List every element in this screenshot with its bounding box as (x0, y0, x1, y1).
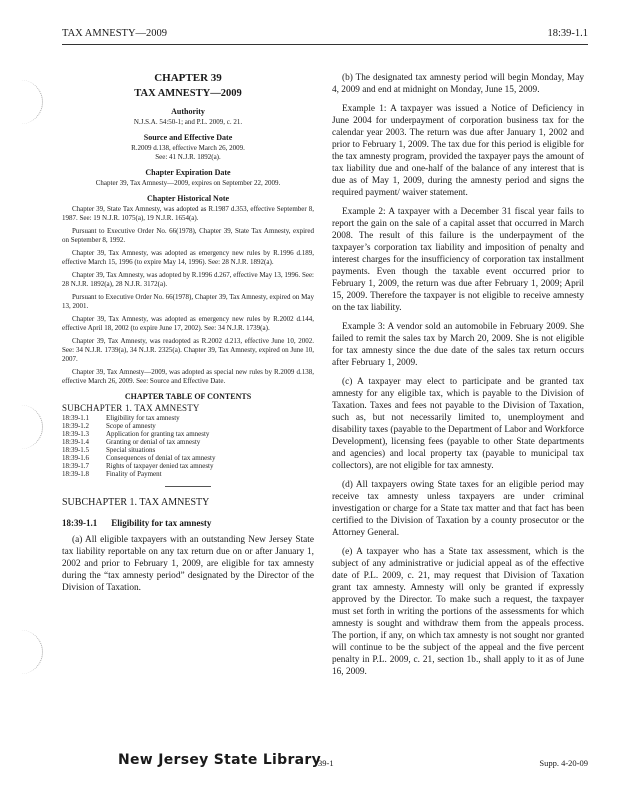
expiration-text: Chapter 39, Tax Amnesty—2009, expires on September 22, 2009. (95, 179, 281, 187)
subchapter-heading: SUBCHAPTER 1. TAX AMNESTY (62, 497, 210, 508)
toc-number: 18:39-1.4 (62, 438, 90, 446)
toc-entry[interactable] (62, 414, 314, 422)
toc-number: 18:39-1.6 (62, 454, 90, 462)
library-stamp: New Jersey State Library (118, 752, 322, 768)
binder-hole-mark (20, 80, 43, 124)
source-heading: Source and Effective Date (143, 133, 233, 142)
source-line: R.2009 d.138, effective March 26, 2009. (131, 144, 245, 152)
historical-note: Chapter 39, Tax Amnesty, was adopted by R.1996 d.267, effective May 13, 1996. See: 28 N.J.R. 1892(a), 28 N.J.R. 3172(a). (62, 271, 314, 288)
expiration-heading: Chapter Expiration Date (145, 168, 231, 177)
header-section-number: 18:39-1.1 (547, 28, 588, 39)
toc-title: Application for granting tax amnesty (106, 430, 210, 438)
section-title: Eligibility for tax amnesty (111, 518, 212, 528)
toc-number: 18:39-1.1 (62, 414, 90, 422)
left-column (62, 72, 314, 601)
toc-entry[interactable] (62, 446, 314, 454)
paragraph: (e) A taxpayer who has a State tax assessment, which is the subject of any administrative or judicial appeal as of the effective date of P.L. 2009, c. 21, may request that Division of Taxation grant tax amnesty. Amnesty will only be granted if expressly approved by the Director. To make such a request, the taxpayer must set forth in writing the portions of the assessments for which amnesty is sought and withdraw them from the appeals process. The portion, if any, on which tax amnesty is not sought nor granted will continue to be the subject of the appeal and the five percent penalty in P.L. 2009, c. 21, section 1b., shall apply to it as of June 16, 2009. (332, 547, 584, 677)
toc-subchapter: SUBCHAPTER 1. TAX AMNESTY (62, 403, 200, 413)
source-line: See: 41 N.J.R. 1892(a). (155, 153, 221, 161)
toc-title: Consequences of denial of tax amnesty (106, 454, 216, 462)
toc-entry[interactable] (62, 438, 314, 446)
historical-note: Chapter 39, Tax Amnesty, was adopted as emergency new rules by R.1996 d.189, effective March 15, 1996 (to expire May 14, 1996). See: 28 N.J.R. 1892(a). (62, 249, 314, 266)
historical-note: Chapter 39, State Tax Amnesty, was adopted as R.1987 d.353, effective September 8, 1987. See: 19 N.J.R. 1075(a), 19 N.J.R. 1654(a). (62, 205, 314, 222)
historical-note-heading: Chapter Historical Note (146, 194, 230, 203)
historical-note: Pursuant to Executive Order No. 66(1978), Chapter 39, Tax Amnesty, expired on May 13, 2001. (62, 293, 314, 310)
historical-note: Pursuant to Executive Order No. 66(1978), Chapter 39, State Tax Amnesty, expired on September 8, 1992. (62, 227, 314, 244)
binder-hole-mark (20, 405, 43, 449)
toc-number: 18:39-1.5 (62, 446, 90, 454)
paragraph: (b) The designated tax amnesty period will begin Monday, May 4, 2009 and end at midnight on Monday, June 15, 2009. (332, 73, 584, 95)
historical-note: Chapter 39, Tax Amnesty—2009, was adopted as special new rules by R.2009 d.138, effective March 26, 2009. See: Source and Effective Date. (62, 368, 314, 385)
historical-note: Chapter 39, Tax Amnesty, was readopted as R.2002 d.213, effective June 10, 2002. See: 34 N.J.R. 1739(a), 34 N.J.R. 2325(a). Chapter 39, Tax Amnesty, expired on June 10, 2007. (62, 337, 314, 363)
toc-entry[interactable] (62, 422, 314, 430)
toc-entry[interactable] (62, 430, 314, 438)
header-rule (62, 44, 588, 45)
paragraph: (a) All eligible taxpayers with an outstanding New Jersey State tax liability reportable on any tax return due on or after January 1, 2002 and prior to February 1, 2009, are eligible for tax amnesty during the “tax amnesty period” designated by the Director of the Division of Taxation. (62, 535, 314, 593)
chapter-title: TAX AMNESTY—2009 (134, 88, 242, 99)
example-paragraph: Example 1: A taxpayer was issued a Notice of Deficiency in June 2004 for underpayment of corporation business tax for the calendar year 2003. The return was due after January 1, 2002 and prior to February 1, 2009. The tax due for this period is eligible for the tax amnesty program, provided the taxpayer pays the amount of tax liability due and one-half of the balance of any interest that is due as of May 1, 2009, during the amnesty period and signs the required payment/ waiver statement. (332, 104, 584, 198)
toc-title: Eligibility for tax amnesty (106, 414, 180, 422)
toc-title: Finality of Payment (106, 470, 162, 478)
toc-heading: CHAPTER TABLE OF CONTENTS (124, 392, 252, 401)
toc-entry[interactable] (62, 462, 314, 470)
running-header (62, 28, 588, 42)
toc-title: Special situations (106, 446, 156, 454)
chapter-number: CHAPTER 39 (154, 72, 222, 84)
toc-number: 18:39-1.7 (62, 462, 90, 470)
toc-entry[interactable] (62, 470, 314, 478)
page-number: 39-1 (318, 758, 334, 768)
toc-number: 18:39-1.3 (62, 430, 90, 438)
section-heading (62, 518, 314, 528)
historical-note: Chapter 39, Tax Amnesty, was adopted as emergency new rules by R.2002 d.144, effective April 18, 2002 (to expire June 17, 2002). See: 34 N.J.R. 1739(a). (62, 315, 314, 332)
toc-entry[interactable] (62, 454, 314, 462)
header-title: TAX AMNESTY—2009 (62, 28, 168, 39)
example-paragraph: Example 2: A taxpayer with a December 31 fiscal year fails to report the gain on the sale of a capital asset that occurred in March 2008. The result of this failure is the underpayment of the taxpayer’s corporation tax liability and imposition of penalty and interest charges for the insufficiency of corporation tax installment payments. Even though the taxable event occurred prior to February 1, 2009, the return was due after February 1, 2009; April 15, 2009. Therefore the taxpayer is not eligible to receive amnesty on the tax liability. (332, 207, 584, 313)
toc-title: Granting or denial of tax amnesty (106, 438, 201, 446)
section-divider (165, 486, 211, 487)
toc-number: 18:39-1.8 (62, 470, 90, 478)
example-paragraph: Example 3: A vendor sold an automobile in February 2009. She failed to remit the sales tax by March 20, 2009. She is not eligible for tax amnesty since the due date of the sales tax return occurs after February 1, 2009. (332, 322, 584, 368)
toc-title: Rights of taxpayer denied tax amnesty (106, 462, 214, 470)
binder-hole-mark (20, 630, 43, 674)
right-column (332, 72, 584, 685)
section-number: 18:39-1.1 (62, 518, 98, 528)
paragraph: (d) All taxpayers owing State taxes for an eligible period may receive tax amnesty unless taxpayers are under criminal investigation or charge for a State tax matter and that fact has been certified to the Division of Taxation by a county prosecutor or the Attorney General. (332, 480, 584, 538)
authority-text: N.J.S.A. 54:50-1; and P.L. 2009, c. 21. (133, 118, 243, 126)
paragraph: (c) A taxpayer may elect to participate and be granted tax amnesty for any eligible tax, which is payable to the Division of Taxation. Taxes and fees not payable to the Division of Taxation, such as, but not necessarily limited to, unemployment and disability taxes (payable to the Department of Labor and Workforce Development), licensing fees (payable to other State departments and agencies) and local property tax (payable to municipal tax collectors), are not eligible for tax amnesty. (332, 377, 584, 471)
supplement-date: Supp. 4-20-09 (539, 758, 588, 768)
toc-title: Scope of amnesty (106, 422, 156, 430)
authority-heading: Authority (171, 107, 205, 116)
toc-number: 18:39-1.2 (62, 422, 90, 430)
